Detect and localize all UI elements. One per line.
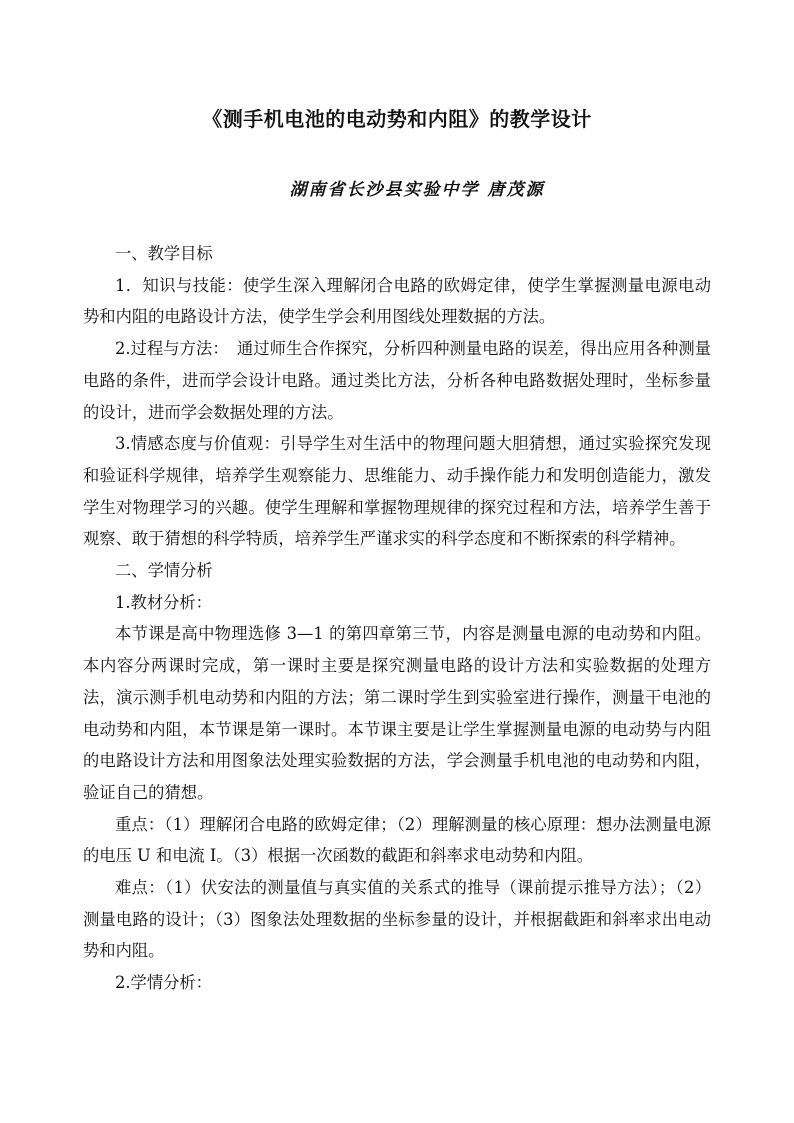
author-line: 湖南省长沙县实验中学 唐茂源 [289, 180, 545, 200]
paragraph-textbook-analysis: 本节课是高中物理选修 3—1 的第四章第三节，内容是测量电源的电动势和内阻。本内容分两课时完成，第一课时主要是探究测量电路的设计方法和实验数据的处理方法，演示测手机电动势和内阻的方法；第二课时学生到实验室进行操作，测量干电池的电动势和内阻，本节课是第一课时。本节课主要是让学生掌握测量电源的电动势与内阻的电路设计方法和用图象法处理实验数据的方法，学会测量手机电池的电动势和内阻，验证自己的猜想。 [83, 624, 711, 802]
section-heading-objectives: 一、教学目标 [115, 244, 213, 263]
paragraph-attitudes-values: 3.情感态度与价值观：引导学生对生活中的物理问题大胆猜想，通过实验探究发现和验证科学规律，培养学生观察能力、思维能力、动手操作能力和发明创造能力，激发学生对物理学习的兴趣。使学生理解和掌握物理规律的探究过程和方法，培养学生善于观察、敢于猜想的科学特质，培养学生严谨求实的科学态度和不断探索的科学精神。 [83, 434, 711, 549]
section-heading-analysis: 二、学情分析 [115, 561, 213, 581]
paragraph-difficulties: 难点：（1）伏安法的测量值与真实值的关系式的推导（课前提示推导方法）；（2）测量电路的设计；（3）图象法处理数据的坐标参量的设计，并根据截距和斜率求出电动势和内阻。 [83, 878, 711, 961]
document-title: 《测手机电池的电动势和内阻》的教学设计 [202, 107, 592, 131]
subheading-textbook-analysis: 1.教材分析： [115, 592, 212, 612]
document-body [83, 238, 711, 999]
subheading-student-analysis: 2.学情分析： [115, 973, 212, 993]
paragraph-knowledge-skills: 1．知识与技能：使学生深入理解闭合电路的欧姆定律，使学生掌握测量电源电动势和内阻的电路设计方法，使学生学会利用图线处理数据的方法。 [83, 275, 711, 327]
paragraph-key-points: 重点：（1）理解闭合电路的欧姆定律；（2）理解测量的核心原理：想办法测量电源的电压 U 和电流 I。（3）根据一次函数的截距和斜率求电动势和内阻。 [83, 814, 711, 866]
paragraph-process-methods: 2.过程与方法： 通过师生合作探究，分析四种测量电路的误差，得出应用各种测量电路的条件，进而学会设计电路。通过类比方法，分析各种电路数据处理时，坐标参量的设计，进而学会数据处理的方法。 [83, 339, 711, 422]
